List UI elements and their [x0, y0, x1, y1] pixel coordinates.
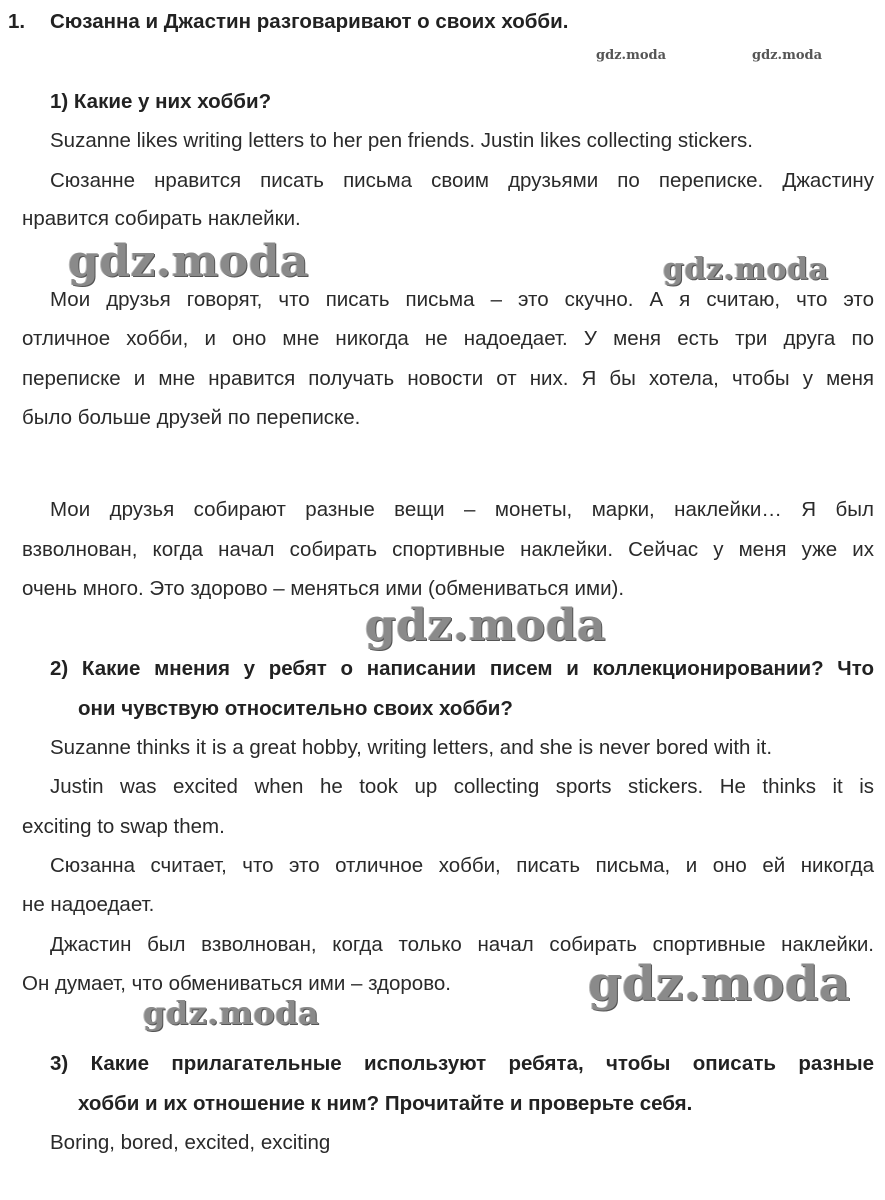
q2-russian-answer: Он думает, что обмениваться ими – здорово. [22, 972, 451, 995]
task-title: Сюзанна и Джастин разговаривают о своих хобби. [50, 10, 569, 33]
q1-paragraph-line: Мои друзья собирают разные вещи – монеты, марки, наклейки… Я был [50, 498, 874, 521]
watermark: gdz.moda [752, 48, 823, 63]
question-2-heading: 2) Какие мнения у ребят о написании писем и коллекционировании? Что [50, 657, 874, 680]
q1-paragraph-line: отличное хобби, и оно мне никогда не надоедает. У меня есть три друга по [22, 327, 874, 350]
q1-paragraph-line: взволнован, когда начал собирать спортивные наклейки. Сейчас у меня уже их [22, 538, 874, 561]
watermark: gdz.moda [143, 994, 320, 1032]
q1-paragraph-line: очень много. Это здорово – меняться ими (обмениваться ими). [22, 577, 625, 600]
q2-russian-answer: не надоедает. [22, 893, 155, 916]
question-3-heading: хобби и их отношение к ним? Прочитайте и проверьте себя. [78, 1092, 693, 1115]
watermark: gdz.moda [588, 956, 851, 1012]
question-3-heading: 3) Какие прилагательные используют ребята, чтобы описать разные [50, 1052, 874, 1075]
q1-paragraph-line: переписке и мне нравится получать новости от них. Я бы хотела, чтобы у меня [22, 367, 874, 390]
q1-paragraph-line: Мои друзья говорят, что писать письма – это скучно. А я считаю, что это [50, 288, 874, 311]
watermark: gdz.moda [68, 236, 310, 287]
q1-english-answer: Suzanne likes writing letters to her pen friends. Justin likes collecting stickers. [50, 129, 754, 152]
q2-russian-answer: Джастин был взволнован, когда только начал собирать спортивные наклейки. [50, 933, 874, 956]
q1-russian-line: нравится собирать наклейки. [22, 207, 301, 230]
q3-answer: Boring, bored, excited, exciting [50, 1131, 331, 1154]
q1-paragraph-line: было больше друзей по переписке. [22, 406, 361, 429]
task-number: 1. [8, 10, 26, 33]
watermark: gdz.moda [365, 600, 607, 651]
q2-english-answer: Suzanne thinks it is a great hobby, writing letters, and she is never bored with it. [50, 736, 773, 759]
q2-russian-answer: Сюзанна считает, что это отличное хобби, писать письма, и оно ей никогда [50, 854, 874, 877]
q1-russian-line: Сюзанне нравится писать письма своим друзьями по переписке. Джастину [50, 169, 874, 192]
watermark: gdz.moda [663, 252, 829, 287]
question-1-heading: 1) Какие у них хобби? [50, 90, 272, 113]
watermark: gdz.moda [596, 48, 667, 63]
q2-english-answer: Justin was excited when he took up collecting sports stickers. He thinks it is [50, 775, 874, 798]
q2-english-answer: exciting to swap them. [22, 815, 225, 838]
question-2-heading: они чувствую относительно своих хобби? [78, 697, 513, 720]
